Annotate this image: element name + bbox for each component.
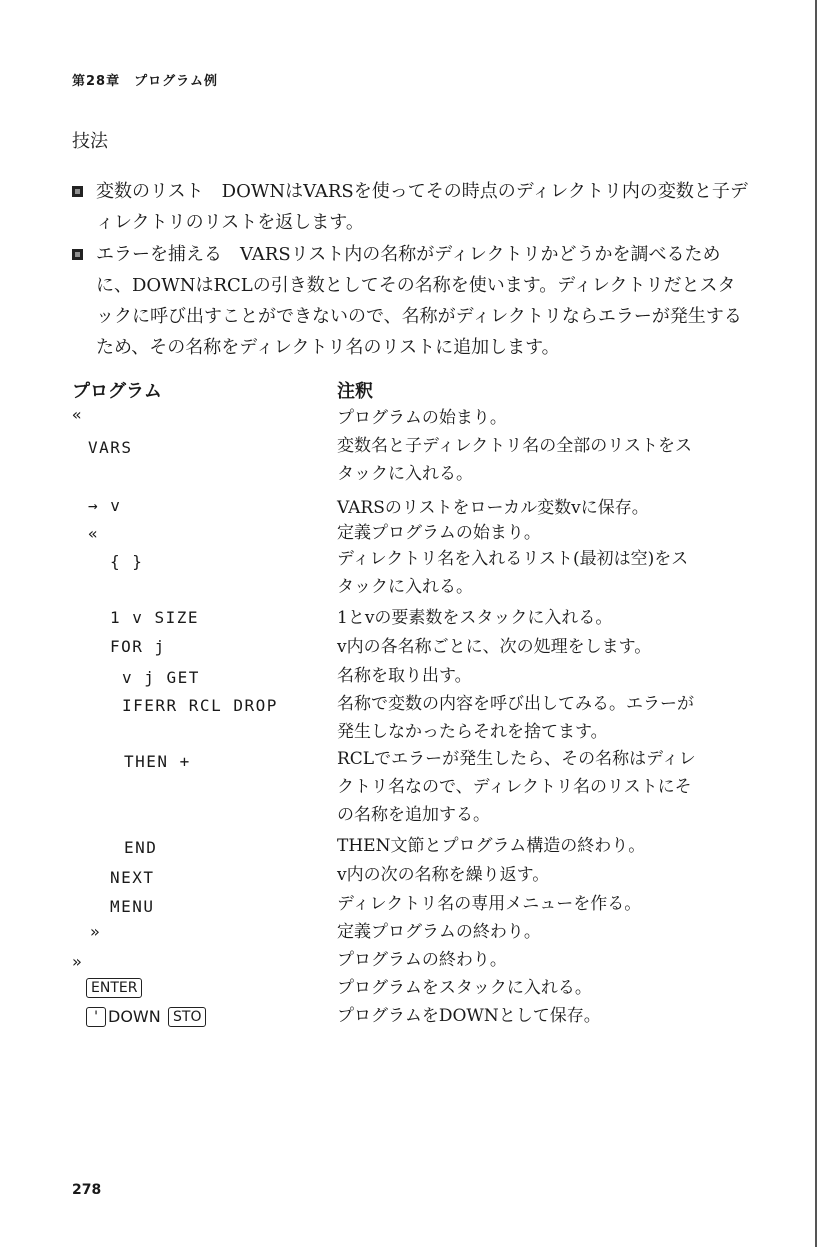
program-heading: プログラム <box>72 381 162 402</box>
code-line: THEN + <box>124 752 191 771</box>
page-edge-line <box>815 0 817 1247</box>
code-line: VARS <box>88 438 133 457</box>
bullet-text: 変数のリスト DOWNはVARSを使ってその時点のディレクトリ内の変数と子ディレクトリのリストを返します。 <box>96 181 748 233</box>
note-text: RCLでエラーが発生したら、その名称はディレクトリ名なので、ディレクトリ名のリストにその名称を追加する。 <box>337 749 696 825</box>
section-title: 技法 <box>72 131 108 152</box>
quote-key: ' <box>86 1007 106 1027</box>
code-line: END <box>124 838 158 857</box>
note-text: 定義プログラムの終わり。 <box>337 922 541 942</box>
code-line: v j GET <box>122 668 200 687</box>
sto-key: STO <box>168 1007 206 1027</box>
note-text: THEN文節とプログラム構造の終わり。 <box>337 836 646 856</box>
code-line: { } <box>110 552 144 571</box>
bullet-item <box>72 239 752 363</box>
code-line: IFERR RCL DROP <box>122 696 278 715</box>
code-line: → v <box>88 496 122 515</box>
code-line: NEXT <box>110 868 155 887</box>
note-text: ディレクトリ名の専用メニューを作る。 <box>337 894 642 914</box>
note-text: プログラムの終わり。 <box>337 950 507 970</box>
code-line: » <box>72 952 84 971</box>
code-line: MENU <box>110 897 155 916</box>
code-line: » <box>90 922 102 941</box>
bullet-square-icon <box>72 186 83 197</box>
note-text: 名称で変数の内容を呼び出してみる。エラーが発生しなかったらそれを捨てます。 <box>337 694 694 742</box>
notes-heading: 注釈 <box>337 381 373 402</box>
code-line: 1 v SIZE <box>110 608 200 627</box>
note-text: 名称を取り出す。 <box>337 666 472 686</box>
note-text: 1とvの要素数をスタックに入れる。 <box>337 608 613 628</box>
program-name: DOWN <box>108 1007 161 1026</box>
note-text: プログラムをDOWNとして保存。 <box>337 1006 601 1026</box>
page-number: 278 <box>72 1182 102 1198</box>
note-text: v内の各名称ごとに、次の処理をします。 <box>337 637 652 657</box>
bullet-square-icon <box>72 249 83 260</box>
code-line: « <box>88 524 100 543</box>
note-text: 定義プログラムの始まり。 <box>337 523 541 543</box>
chapter-header: 第28章 プログラム例 <box>72 74 218 89</box>
code-line: « <box>72 405 84 424</box>
bullet-text: エラーを捕える VARSリスト内の名称がディレクトリかどうかを調べるために、DOWNはRCLの引き数としてその名称を使います。ディレクトリだとスタックに呼び出すことができないので、名称がディレクトリならエラーが発生するため、その名称をディレクトリ名のリストに追加します。 <box>96 244 742 358</box>
note-text: v内の次の名称を繰り返す。 <box>337 865 550 885</box>
code-line: FOR j <box>110 637 166 656</box>
note-text: 変数名と子ディレクトリ名の全部のリストをスタックに入れる。 <box>337 436 692 484</box>
bullet-item <box>72 176 752 238</box>
note-text: プログラムをスタックに入れる。 <box>337 978 592 998</box>
note-text: プログラムの始まり。 <box>337 408 507 428</box>
note-text: ディレクトリ名を入れるリスト(最初は空)をスタックに入れる。 <box>337 549 689 597</box>
enter-key: ENTER <box>86 978 142 998</box>
note-text: VARSのリストをローカル変数vに保存。 <box>337 498 649 518</box>
